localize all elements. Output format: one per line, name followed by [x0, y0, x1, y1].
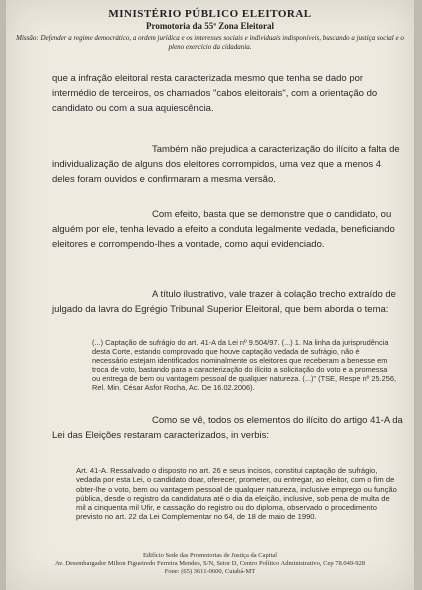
- footer-line-1: Edifício Sede das Promotorias de Justiça da Capital: [142, 552, 278, 559]
- paragraph-5-text: Como se vê, todos os elementos do ilícito do artigo 41-A da Lei das Eleições restaram caracterizados, in verbis:: [52, 415, 403, 441]
- paragraph-5: [52, 413, 406, 443]
- document-page: [6, 0, 414, 590]
- office-subtitle: Promotoria da 55ª Zona Eleitoral: [145, 21, 275, 31]
- footer-line-2: Av. Desembargador Milton Figueiredo Ferreira Mendes, S/N, Setor D, Centro Político Administrativo, Cep 78.049-928: [54, 560, 366, 567]
- paragraph-2-text: Também não prejudica a caracterização do ilícito a falta de individualização de alguns dos eleitores corrompidos, uma vez que a menos 4 deles foram ouvidos e confirmaram a mesma versão.: [52, 144, 400, 185]
- paragraph-3: [52, 207, 406, 252]
- letterhead: [6, 8, 414, 52]
- paragraph-4-text: A título ilustrativo, vale trazer à colação trecho extraído de julgado da lavra do Egrégio Tribunal Superior Eleitoral, que bem aborda o tema:: [52, 289, 396, 315]
- paragraph-1: que a infração eleitoral resta caracterizada mesmo que tenha se dado por intermédio de terceiros, os chamados "cabos eleitorais", com a orientação do candidato ou com a sua aquiescência.: [52, 73, 378, 114]
- paragraph-3-text: Com efeito, basta que se demonstre que o candidato, ou alguém por ele, tenha levado a efeito a conduta legalmente vedada, beneficiando eleitores e corrompendo-lhes a vontade, como aqui evidenciado.: [52, 209, 395, 250]
- mission-statement: Missão: Defender a regime democrático, a ordem jurídica e os interesses sociais e individuais indisponíveis, buscando a justiça social e o pleno exercício da cidadania.: [16, 34, 404, 51]
- paragraph-2: [52, 142, 406, 187]
- page-footer: [6, 552, 414, 576]
- paragraph-4: [52, 287, 406, 317]
- footer-line-3: Fone: (65) 3611-0600, Cuiabá-MT: [164, 568, 256, 575]
- jurisprudence-quote: (...) Captação de sufrágio do art. 41-A da Lei nº 9.504/97. (...) 1. Na linha da jurisprudência desta Corte, estando comprovado que houve captação vedada de sufrágio, não é necessário estejam identificados nominalmente os eleitores que receberam a benesse em troca de voto, bastando para a caracterização do ilícito a solicitação do voto e a promessa ou entrega de bem ou vantagem pessoal de qualquer natureza. (...)" (TSE, Respe nº 25.256, Rel. Min. César Asfor Rocha, Ac. De 16.02.2006).: [92, 338, 397, 392]
- law-article-quote: Art. 41-A. Ressalvado o disposto no art. 26 e seus incisos, constitui captação de sufrágio, vedada por esta Lei, o candidato doar, oferecer, prometer, ou entregar, ao eleitor, com o fim de obter-lhe o voto, bem ou vantagem pessoal de qualquer natureza, inclusive emprego ou função pública, desde o registro da candidatura até o dia da eleição, inclusive, sob pena de multa de mil a cinquenta mil Ufir, e cassação do registro ou do diploma, observado o procedimento previsto no art. 22 da Lei Complementar no 64, de 18 de maio de 1990.: [76, 466, 397, 522]
- institution-title: MINISTÉRIO PÚBLICO ELEITORAL: [108, 8, 312, 20]
